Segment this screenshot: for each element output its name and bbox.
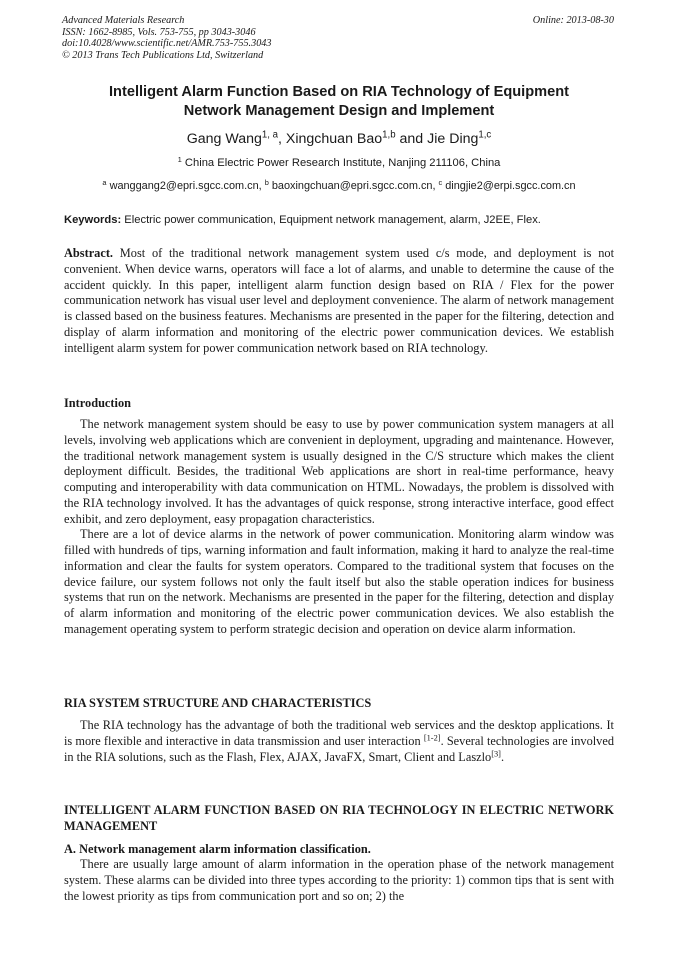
issn-line: ISSN: 1662-8985, Vols. 753-755, pp 3043-3046 <box>62 26 256 38</box>
email-address: baoxingchuan@epri.sgcc.com.cn, <box>268 180 439 192</box>
keywords <box>64 213 615 228</box>
affiliation <box>62 156 616 171</box>
online-date: Online: 2013-08-30 <box>532 15 614 26</box>
journal-name: Advanced Materials Research <box>62 15 185 26</box>
section-heading-introduction: Introduction <box>64 396 131 410</box>
author-superscript: 1,b <box>382 129 396 141</box>
paragraph-text: The RIA technology has the advantage of both the traditional web services and the desktop applications. It is more flexible and interactive in data transmission and user interaction <box>64 718 614 748</box>
paragraph: There are usually large amount of alarm information in the operation phase of the network management system. These alarms can be divided into three types according to the priority: 1) common tips that is sent with the lowest priority as tips from communication port and so on; 2) the <box>64 857 614 903</box>
email-address: dingjie2@erpi.sgcc.com.cn <box>442 180 576 192</box>
ria-body <box>64 718 614 765</box>
paragraph: There are a lot of device alarms in the network of power communication. Monitoring alarm window was filled with hundreds of tips, warning information and fault information, making it hard to analyze the real-time information and clear the faults for system operators. Compared to the traditional system that focuses on the device failure, our system follows not only the fault itself but also the stable operation indices for business systems that run on the network. Mechanisms are presented in the paper for the filtering, detection and display of alarm information and monitoring of the electric power communication devices. We also establish the management operating system to perform strategic decision and operation on device alarm information. <box>64 527 614 636</box>
copyright-line: © 2013 Trans Tech Publications Ltd, Switzerland <box>62 49 264 61</box>
author-superscript: 1,c <box>478 129 492 141</box>
email-superscript: c <box>438 177 443 187</box>
keywords-label: Keywords: <box>64 214 122 226</box>
title-line-1: Intelligent Alarm Function Based on RIA Technology of Equipment <box>109 84 569 100</box>
paragraph: The network management system should be easy to use by power communication system managers at all levels, involving web applications which are convenient in deployment, upgrading and maintenance. However, the traditional network management system is usually designed in the C/S structure which makes the client deployment difficult. Besides, the traditional Web applications are short in real-time performance, heavy computing and interoperability with data communication on HTML. Nowadays, the problem is dissolved with the RIA technology involved. It has the advantages of quick response, strong interactive interface, good effect exhibit, and zero deployment, easy propagation characteristics. <box>64 417 614 526</box>
author-superscript: 1, a <box>261 129 279 141</box>
journal-header <box>62 15 271 61</box>
author-separator: , <box>278 131 286 147</box>
introduction-body <box>64 417 614 638</box>
author-name: Xingchuan Bao <box>285 131 383 147</box>
abstract <box>64 246 614 356</box>
doi-line: doi:10.4028/www.scientific.net/AMR.753-755.3043 <box>62 38 272 50</box>
author-list <box>62 130 616 149</box>
abstract-label: Abstract. <box>64 246 114 260</box>
paragraph-text: . <box>500 749 505 764</box>
author-emails <box>62 179 616 194</box>
author-separator: and <box>395 131 428 147</box>
email-address: wanggang2@epri.sgcc.com.cn, <box>106 180 265 192</box>
title-line-2: Network Management Design and Implement <box>183 103 495 119</box>
citation: [3] <box>491 748 501 758</box>
subsection-heading: A. Network management alarm information classification. <box>64 842 371 856</box>
paper-title <box>62 83 616 121</box>
abstract-text: Most of the traditional network management system used c/s mode, and deployment is not convenient. When device warns, operators will face a lot of alarms, and unable to determine the cause of the accident quickly. In this paper, intelligent alarm function design based on RIA / Flex for the power communication network has visual user level and deployment convenience. The alarm of network management is classed based on the business features. Mechanisms are presented in the paper for the filtering, detection and display of alarm information and monitoring of the electric power communication devices. We establish intelligent alarm system for power communication network based on RIA technology. <box>64 246 614 355</box>
paragraph-text: . Several technologies are involved in the RIA solutions, such as the Flash, Flex, AJAX, JavaFX, Smart, Client and Laszlo <box>64 733 614 764</box>
email-superscript: a <box>102 177 107 187</box>
author-name: Jie Ding <box>427 131 479 147</box>
section-heading-ria: RIA SYSTEM STRUCTURE AND CHARACTERISTICS <box>64 696 372 710</box>
email-superscript: b <box>264 177 269 187</box>
section-heading-alarm-function: INTELLIGENT ALARM FUNCTION BASED ON RIA TECHNOLOGY IN ELECTRIC NETWORK MANAGEMENT <box>64 803 614 833</box>
affiliation-superscript: 1 <box>177 154 182 164</box>
affiliation-text: China Electric Power Research Institute, Nanjing 211106, China <box>181 157 501 169</box>
author-name: Gang Wang <box>186 131 262 147</box>
keywords-text: Electric power communication, Equipment network management, alarm, J2EE, Flex. <box>121 214 541 226</box>
paragraph <box>64 718 614 765</box>
citation: [1-2] <box>423 733 441 743</box>
alarm-section-body <box>64 857 614 904</box>
